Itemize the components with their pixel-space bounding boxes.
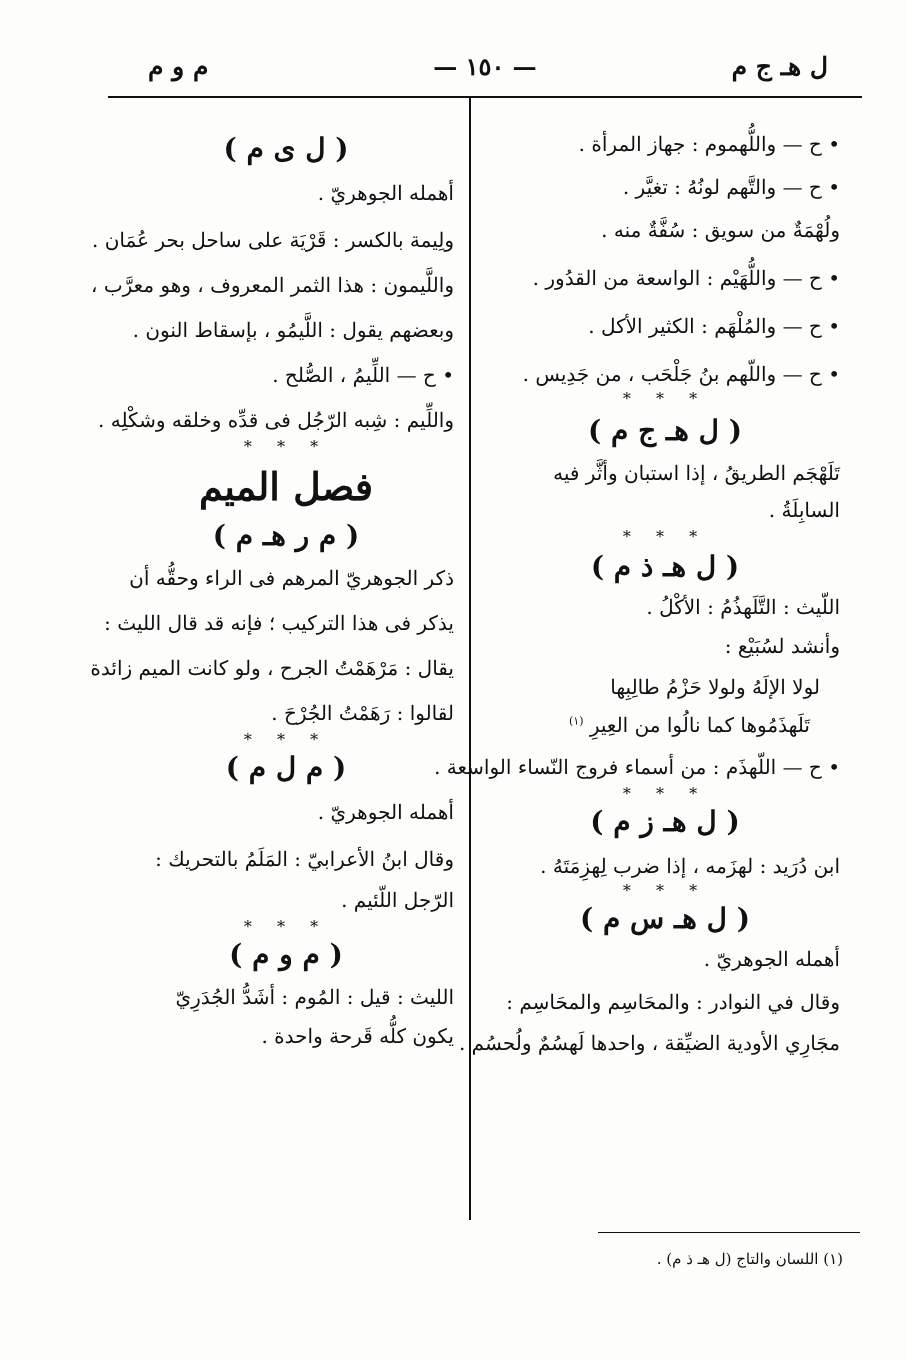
separator-stars: * * * [243,730,329,749]
running-head-root-right: ل هـ ج م [731,52,828,81]
entry-line: واللِّيم : شِبه الرّجُل فى قدِّه وخلقه وشكْلِه . [98,408,454,432]
entry-line: أهمله الجوهريّ . [317,800,454,824]
footnote: (١) اللسان والتاج (ل هـ ذ م) . [656,1250,843,1268]
separator-stars: * * * [622,389,708,408]
poem-text: تَلَهذَمُوها كما نالُوا من العِيرِ [589,713,810,737]
entry-line: • ح — واللُّهموم : جهاز المرأة . [578,132,840,156]
entry-line: • ح — والتَّهم لونُهُ : تغيَّر . [622,175,840,199]
footnote-rule [598,1232,860,1233]
entry-line: وبعضهم يقول : اللَّيمُو ، بإسقاط النون . [132,318,454,342]
running-head [108,52,862,92]
entry-line: لقالوا : رَهَمْتُ الجُرْحَ . [271,701,454,725]
root-heading: ( م ر هـ م ) [212,519,360,552]
entry-line: يكون كلُّه قَرحة واحدة . [261,1024,454,1048]
root-heading: ( م ل م ) [225,751,347,784]
separator-stars: * * * [243,917,329,936]
root-heading: ( ل هـ س م ) [579,902,751,935]
entry-line: • ح — اللّهذَم : من أسماء فروج النّساء الواسعة . [434,755,840,779]
root-heading: ( ل هـ ذ م ) [590,550,740,583]
entry-line: الرّجل اللّئيم . [341,888,454,912]
left-column [90,118,454,1049]
entry-line: الليث : قيل : المُوم : أشَدُّ الجُدَرِيّ [175,985,454,1009]
entry-line: • ح — اللِّيمُ ، الصُّلح . [272,363,454,387]
entry-line: ابن دُرَيد : لهزَمه ، إذا ضرب لِهزِمَتَهُ . [540,854,840,878]
entry-line: وقال في النوادر : والمحَاسِم والمحَاسِم : [506,990,840,1014]
entry-line: اللّيث : التَّلَهذُمُ : الأكْلُ . [646,595,840,619]
entry-line: ولِيمة بالكسر : قَرْيَة على ساحل بحر عُمَان . [92,228,454,252]
entry-line: أهمله الجوهريّ . [703,947,840,971]
root-heading: ( ل هـ ز م ) [590,805,740,838]
separator-stars: * * * [622,784,708,803]
poem-line [490,713,840,737]
entry-line: السابِلَةُ . [768,498,840,522]
separator-stars: * * * [622,527,708,546]
entry-line: وأنشد لسُبَيْع : [724,634,840,658]
entry-line: وقال ابنُ الأعرابيّ : المَلَمُ بالتحريك : [155,847,454,871]
entry-line: ذكر الجوهريّ المرهم فى الراء وحقُّه أن [129,566,454,590]
entry-line: • ح — والمُلْهَم : الكثير الأكل . [588,314,840,338]
root-heading: ( ل ى م ) [223,132,349,165]
root-heading: ( م و م ) [229,938,343,971]
entry-line: يقال : مَرْهَمْتُ الجرح ، ولو كانت الميم زائدة [90,656,454,680]
header-rule [108,96,862,98]
poem-line: لولا الإلَهُ ولولا حَزْمُ طالِبِها [610,675,820,699]
entry-line: يذكر فى هذا التركيب ؛ فإنه قد قال الليث : [104,611,454,635]
separator-stars: * * * [243,437,329,456]
entry-line: ولُهْمَةٌ من سويق : سُفَّةٌ منه . [601,218,840,242]
entry-line: • ح — واللّهم بنُ جَلْحَب ، من جَدِيس . [522,362,840,386]
root-heading: ( ل هـ ج م ) [588,414,742,447]
chapter-title: فصل الميم [199,464,373,509]
entry-line: • ح — واللُّهَيْم : الواسعة من القدُور . [532,266,840,290]
running-head-root-left: م و م [148,52,209,81]
entry-line: مجَارِي الأودية الضيِّقة ، واحدها لَهسُمٌ ولُحسُم . [458,1031,840,1055]
entry-line: تَلَهْجَم الطريقُ ، إذا استبان وأثَّر فيه [553,461,840,485]
entry-line: واللَّيمون : هذا الثمر المعروف ، وهو معرَّب ، [91,273,454,297]
page-number: — ١٥٠ — [433,52,537,81]
entry-line: أهمله الجوهريّ . [317,181,454,205]
right-column [434,118,840,1056]
separator-stars: * * * [622,881,708,900]
footnote-marker: (١) [568,714,584,728]
